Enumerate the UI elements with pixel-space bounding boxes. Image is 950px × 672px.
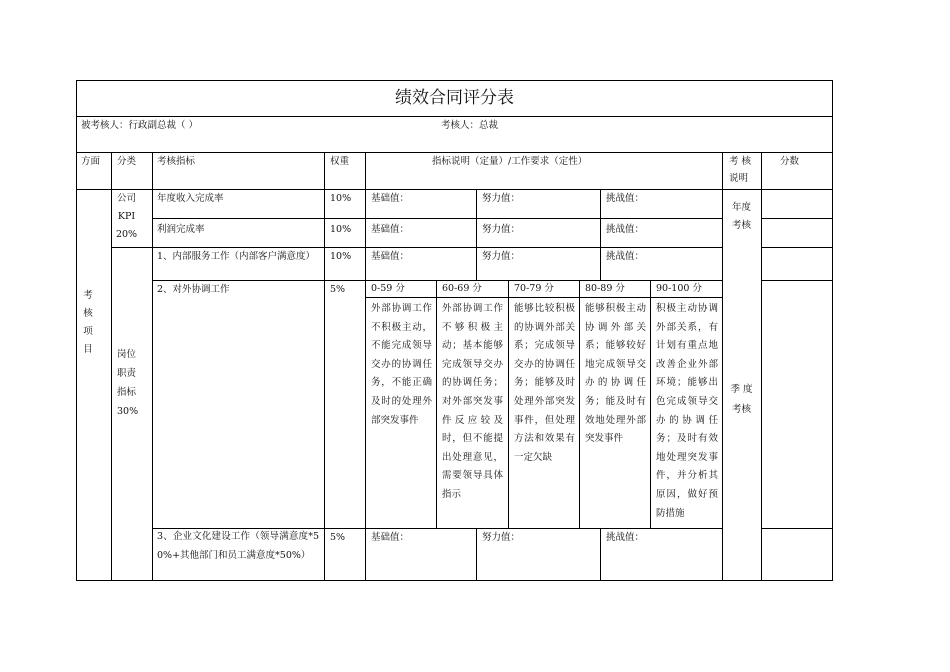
post-category: 岗位 职责 指标 30% [117,349,139,417]
col-divider [600,189,601,280]
header-description: 指标说明（定量）/工作要求（定性） [432,156,588,167]
kpi-effort-2: 努力值： [482,224,521,235]
post-challenge-1: 挑战值： [606,251,645,262]
header-aspect: 方面 [81,156,101,167]
header-note: 考 核 [729,156,752,167]
row-divider [761,528,833,529]
grade-range-3: 70-79 分 [514,283,554,294]
row-divider [761,247,833,248]
grade-text-5: 积极主动协调外部关系，有计划有重点地改善企业外部环境；能够出色完成领导交办的协调任务；及时有效地处理突发事件，并分析其原因，做好预防措施 [656,303,718,519]
kpi-base-2: 基础值： [371,224,410,235]
kpi-challenge-1: 挑战值： [606,193,645,204]
kpi-weight-2: 10% [330,224,352,235]
header-score: 分数 [780,156,800,167]
row-divider [152,280,722,281]
kpi-note: 年度 考核 [731,202,751,231]
grade-range-5: 90-100 分 [656,283,702,294]
grade-range-4: 80-89 分 [585,283,625,294]
post-weight-3: 5% [330,532,346,543]
post-weight-2: 5% [330,284,346,295]
kpi-effort-1: 努力值： [482,193,521,204]
row-divider [761,280,833,281]
col-divider [476,189,477,280]
col-divider [324,152,325,581]
header-category: 分类 [117,156,137,167]
post-challenge-3: 挑战值： [606,532,645,543]
post-effort-3: 努力值： [482,532,521,543]
col-divider [436,280,437,528]
row-divider [152,218,722,219]
post-weight-1: 10% [330,251,352,262]
grade-text-2: 外部协调工作不够积极主动；基本能够完成领导交办的协调任务；对外部突发事件反应较及时，但不能提出处理意见，需要领导具体指示 [442,303,503,500]
grade-text-3: 能够比较积极的协调外部关系；完成领导交办的协调任务；能够及时处理外部突发事件，但处理方法和效果有一定欠缺 [514,303,575,463]
grade-text-1: 外部协调工作不积极主动，不能完成领导交办的协调任务，不能正确及时的处理外部突发事件 [371,303,432,426]
col-divider [476,528,477,581]
post-effort-1: 努力值： [482,251,521,262]
grade-range-1: 0-59 分 [371,283,405,294]
kpi-challenge-2: 挑战值： [606,224,645,235]
assessor-label: 考核人：总裁 [441,120,499,131]
kpi-category: 公司 KPI 20% [115,193,138,240]
kpi-weight-1: 10% [330,193,352,204]
col-divider [600,528,601,581]
col-divider [365,152,366,581]
grade-range-2: 60-69 分 [442,283,482,294]
kpi-indicator-2: 利润完成率 [157,224,205,235]
col-divider [761,152,762,581]
kpi-base-1: 基础值： [371,193,410,204]
row-divider [761,218,833,219]
page-title: 绩效合同评分表 [395,88,514,108]
post-indicator-3: 3、企业文化建设工作（领导满意度*50%+其他部门和员工满意度*50%） [157,531,319,561]
col-divider [152,152,153,581]
header-indicator: 考核指标 [157,156,196,167]
col-divider [508,280,509,528]
col-divider [650,280,651,528]
post-indicator-2: 2、对外协调工作 [157,284,230,295]
aspect-label: 考 核 项 目 [83,290,93,355]
grade-text-4: 能够积极主动协调外部关系；能够较好地完成领导交办的协调任务；能及时有效地处理外部突发事件 [585,303,646,445]
post-note: 季 度 考核 [730,384,753,415]
col-divider [579,280,580,528]
kpi-indicator-1: 年度收入完成率 [157,193,224,204]
assessee-label: 被考核人：行政副总裁（ ） [81,120,199,131]
header-note-2: 说明 [729,173,749,184]
post-base-1: 基础值： [371,251,410,262]
post-indicator-1: 1、内部服务工作（内部客户满意度） [157,251,316,262]
header-weight: 权重 [330,156,350,167]
post-base-3: 基础值： [371,532,410,543]
